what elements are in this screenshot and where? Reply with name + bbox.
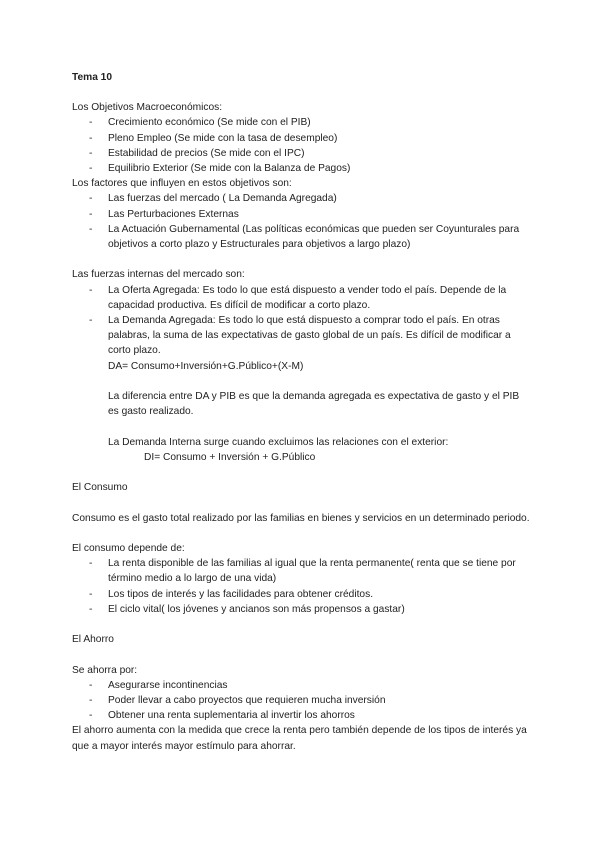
- list-item: - Asegurarse incontinencias: [72, 678, 532, 693]
- factores-intro: Los factores que influyen en estos objetivos son:: [72, 178, 292, 190]
- list-item: - La Actuación Gubernamental (Las políticas económicas que pueden ser Coyunturales para objetivos a corto plazo y Estructurales para objetivos a largo plazo): [72, 222, 532, 252]
- formula-da: DA= Consumo+Inversión+G.Público+(X-M): [108, 360, 304, 372]
- list-item: - La renta disponible de las familias al igual que la renta permanente( renta que se tiene por término medio a lo largo de una vida): [72, 556, 532, 586]
- list-item: - Crecimiento económico (Se mide con el PIB): [72, 115, 532, 130]
- list-item: - Poder llevar a cabo proyectos que requieren mucha inversión: [72, 693, 532, 708]
- diferencia-da-pib: La diferencia entre DA y PIB es que la demanda agregada es expectativa de gasto y el PIB es gasto realizado.: [108, 391, 520, 418]
- document-title: Tema 10: [72, 72, 113, 83]
- ahorro-list: [72, 678, 532, 724]
- objetivos-list: [72, 115, 532, 176]
- ahorro-conclusion: El ahorro aumenta con la medida que crece la renta pero también depende de los tipos de interés ya que a mayor interés mayor estímulo para ahorrar.: [72, 725, 527, 752]
- document-page: [72, 70, 532, 754]
- list-item: - El ciclo vital( los jóvenes y ancianos son más propensos a gastar): [72, 602, 532, 617]
- list-item: - Las fuerzas del mercado ( La Demanda Agregada): [72, 191, 532, 206]
- formula-di: DI= Consumo + Inversión + G.Público: [144, 451, 316, 463]
- ahorro-heading: El Ahorro: [72, 634, 114, 646]
- list-item: - La Oferta Agregada: Es todo lo que está dispuesto a vender todo el país. Depende de la capacidad productiva. Es difícil de modificar a corto plazo.: [72, 283, 532, 313]
- objetivos-intro: Los Objetivos Macroeconómicos:: [72, 102, 223, 114]
- list-item: - Pleno Empleo (Se mide con la tasa de desempleo): [72, 131, 532, 146]
- ahorro-intro: Se ahorra por:: [72, 664, 138, 676]
- list-item: - Obtener una renta suplementaria al invertir los ahorros: [72, 708, 532, 723]
- list-item: - Los tipos de interés y las facilidades para obtener créditos.: [72, 587, 532, 602]
- list-item: - Estabilidad de precios (Se mide con el IPC): [72, 146, 532, 161]
- consumo-heading: El Consumo: [72, 482, 128, 494]
- list-item: - Equilibrio Exterior (Se mide con la Balanza de Pagos): [72, 161, 532, 176]
- consumo-intro: El consumo depende de:: [72, 543, 185, 554]
- list-item: - La Demanda Agregada: Es todo lo que está dispuesto a comprar todo el país. En otras palabras, la suma de las expectativas de gasto global de un país. Es difícil de modificar a corto plazo.: [72, 313, 532, 359]
- consumo-definicion: Consumo es el gasto total realizado por las familias en bienes y servicios en un determinado periodo.: [72, 512, 530, 524]
- fuerzas-intro: Las fuerzas internas del mercado son:: [72, 269, 245, 281]
- demanda-interna-text: La Demanda Interna surge cuando excluimos las relaciones con el exterior:: [108, 436, 449, 448]
- consumo-list: [72, 556, 532, 617]
- factores-list: [72, 191, 532, 252]
- fuerzas-list: [72, 283, 532, 359]
- list-item: - Las Perturbaciones Externas: [72, 207, 532, 222]
